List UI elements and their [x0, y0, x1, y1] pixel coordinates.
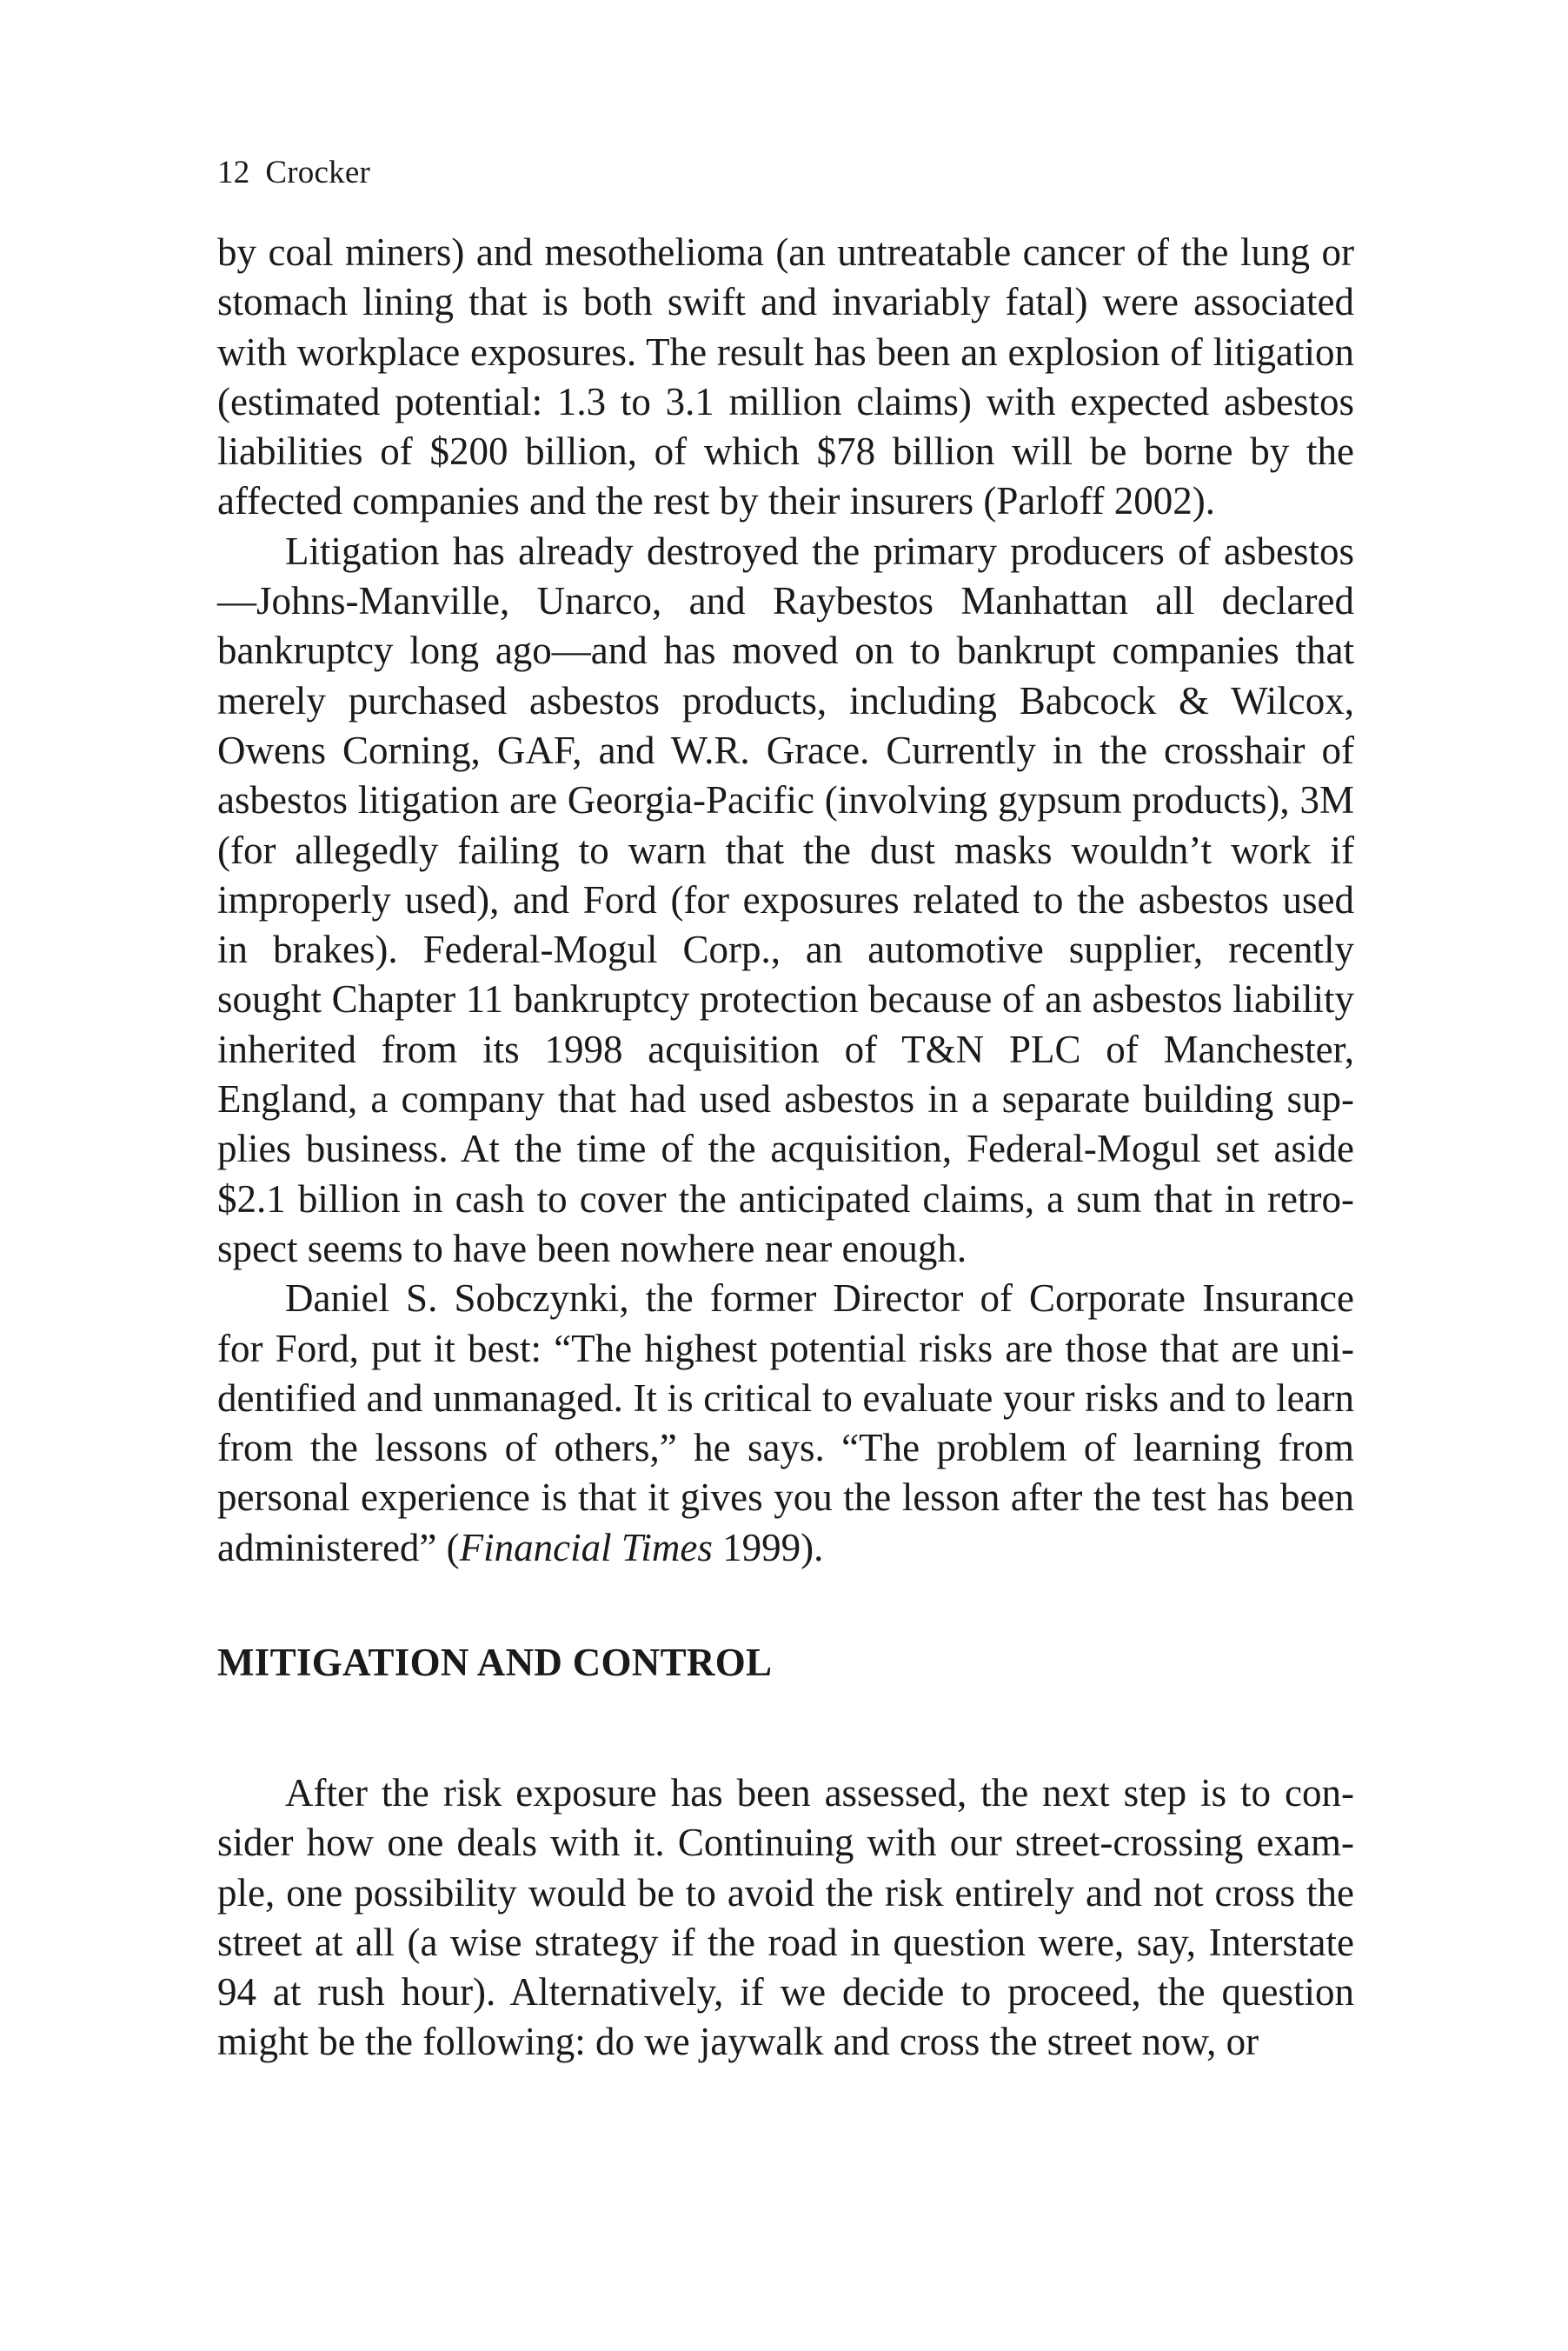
page-number: 12	[217, 155, 250, 190]
citation-source: Financial Times	[459, 1525, 713, 1569]
running-head-author: Crocker	[265, 155, 370, 190]
citation-year: 1999).	[712, 1525, 824, 1569]
paragraph-litigation: Litigation has already destroyed the primary producers of asbestos—Johns-Manville, Unarco, and Raybestos Manhattan all declared bankruptcy long ago—and has moved on to bankrupt companies that merely purchased asbestos products, including Babcock & Wilcox, Owens Corning, GAF, and W.R. Grace. Currently in the crosshair of asbestos litigation are Georgia-Pacific (involving gypsum products), 3M (for allegedly failing to warn that the dust masks wouldn’t work if improperly used), and Ford (for exposures related to the asbestos used in brakes). Federal-Mogul Corp., an automotive supplier, recently sought Chapter 11 bankruptcy protection because of an asbestos liability inherited from its 1998 acquisition of T&N PLC of Manchester, England, a company that had used asbestos in a separate building supplies business. At the time of the acquisition, Federal-Mogul set aside $2.1 billion in cash to cover the anticipated claims, a sum that in retrospect seems to have been nowhere near enough.	[217, 529, 1354, 1270]
section-text	[217, 1768, 1354, 2068]
running-head	[217, 152, 370, 194]
body-text	[217, 228, 1354, 1573]
paragraph-continued: by coal miners) and mesothelioma (an untreatable cancer of the lung or stomach lining that is both swift and invariably fatal) were associated with workplace exposures. The result has been an explosion of litigation (estimated potential: 1.3 to 3.1 million claims) with expected asbestos liabilities of $200 billion, of which $78 billion will be borne by the affected companies and the rest by their insurers (Parloff 2002).	[217, 230, 1354, 523]
paragraph-mitigation: After the risk exposure has been assessed, the next step is to consider how one deals with it. Continuing with our street-crossing example, one possibility would be to avoid the risk entirely and not cross the street at all (a wise strategy if the road in question were, say, Interstate 94 at rush hour). Alternatively, if we decide to proceed, the question might be the following: do we jaywalk and cross the street now, or	[217, 1771, 1354, 2064]
paragraph-quote	[217, 1274, 1354, 1573]
section-heading: MITIGATION AND CONTROL	[217, 1641, 773, 1684]
quote-text: Daniel S. Sobczynki, the former Director of Corporate Insurance for Ford, put it best: “The highest potential risks are those that are unidentified and unmanaged. It is critical to evaluate your risks and to learn from the lessons of others,” he says. “The problem of learning from personal experience is that it gives you the lesson after the test has been administered” (	[217, 1276, 1354, 1569]
